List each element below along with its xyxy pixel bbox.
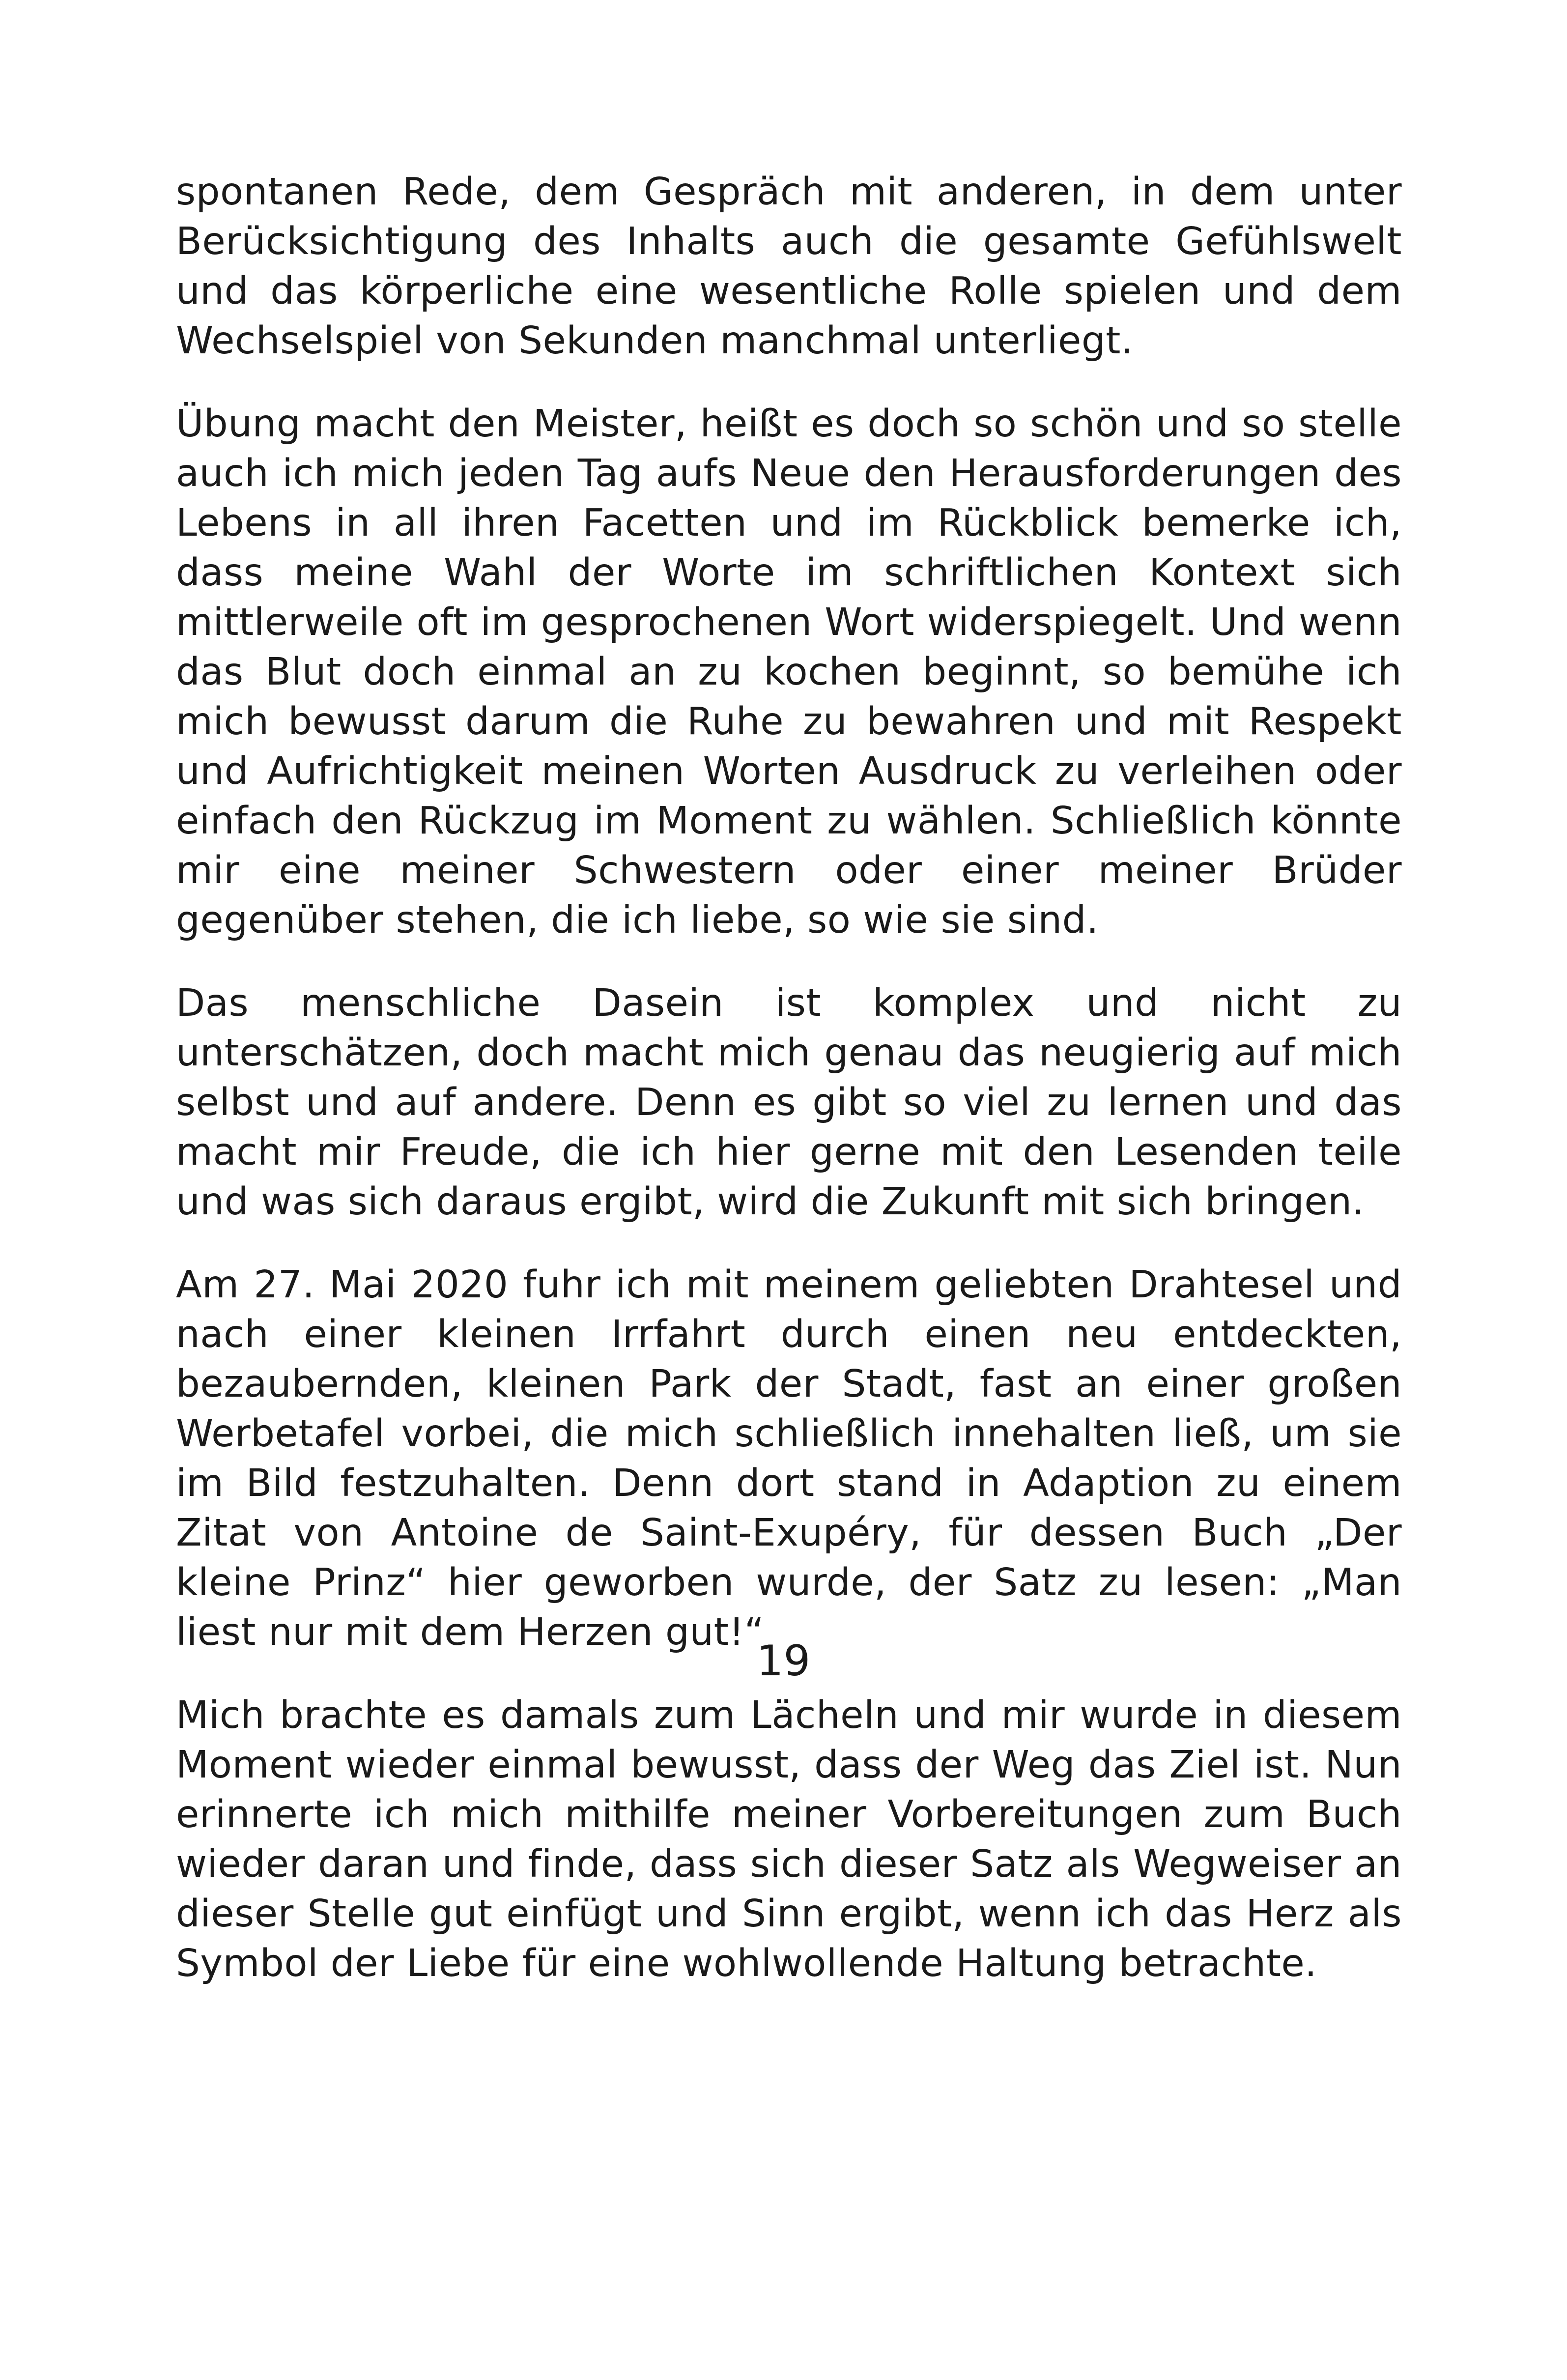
paragraph: Übung macht den Meister, heißt es doch so schön und so stelle auch ich mich jeden Tag aufs Neue den Herausforderungen des Lebens in all ihren Facetten und im Rückblick bemerke ich, dass meine Wahl der Worte im schriftlichen Kontext sich mittlerweile oft im gesprochenen Wort widerspiegelt. Und wenn das Blut doch einmal an zu kochen beginnt, so bemühe ich mich bewusst darum die Ruhe zu bewahren und mit Respekt und Aufrichtigkeit meinen Worten Ausdruck zu verleihen oder einfach den Rückzug im Moment zu wählen. Schließlich könnte mir eine meiner Schwestern oder einer meiner Brüder gegenüber stehen, die ich liebe, so wie sie sind. (176, 402, 1402, 942)
paragraph: Am 27. Mai 2020 fuhr ich mit meinem geliebten Drahtesel und nach einer kleinen Irrfahrt durch einen neu entdeckten, bezaubernden, kleinen Park der Stadt, fast an einer großen Werbetafel vorbei, die mich schließlich innehalten ließ, um sie im Bild festzuhalten. Denn dort stand in Adaption zu einem Zitat von Antoine de Saint-Exupéry, für dessen Buch „Der kleine Prinz“ hier geworben wurde, der Satz zu lesen: „Man liest nur mit dem Herzen gut!“ (176, 1263, 1402, 1654)
paragraph: Das menschliche Dasein ist komplex und nicht zu unterschätzen, doch macht mich genau das neugierig auf mich selbst und auf andere. Denn es gibt so viel zu lernen und das macht mir Freude, die ich hier gerne mit den Lesenden teile und was sich daraus ergibt, wird die Zukunft mit sich bringen. (176, 981, 1402, 1224)
body-text (176, 167, 1402, 2022)
paragraph: spontanen Rede, dem Gespräch mit anderen, in dem unter Berücksichtigung des Inhalts auch die gesamte Gefühlswelt und das körperliche eine wesentliche Rolle spielen und dem Wechselspiel von Sekunden manchmal unterliegt. (176, 170, 1402, 363)
paragraph: Mich brachte es damals zum Lächeln und mir wurde in diesem Moment wieder einmal bewusst, dass der Weg das Ziel ist. Nun erinnerte ich mich mithilfe meiner Vorbereitungen zum Buch wieder daran und finde, dass sich dieser Satz als Wegweiser an dieser Stelle gut einfügt und Sinn ergibt, wenn ich das Herz als Symbol der Liebe für eine wohlwollende Haltung betrachte. (176, 1693, 1402, 1985)
page-number: 19 (756, 1636, 811, 1686)
